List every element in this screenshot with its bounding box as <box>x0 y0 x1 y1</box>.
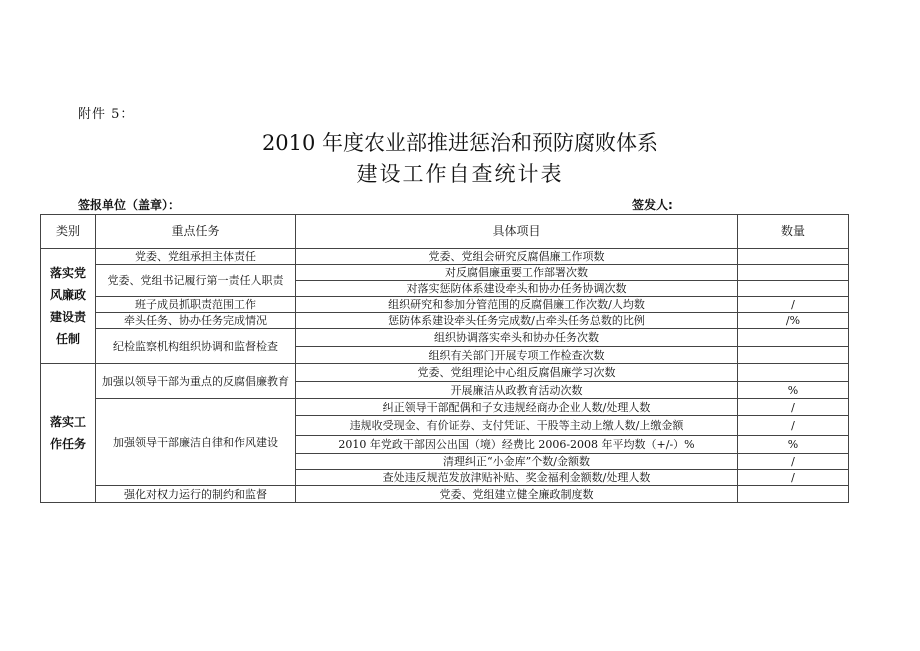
count-cell[interactable]: /% <box>738 313 849 329</box>
table-header-row <box>41 215 849 249</box>
item-cell: 党委、党组理论中心组反腐倡廉学习次数 <box>296 364 738 382</box>
task-cell: 党委、党组书记履行第一责任人职责 <box>96 265 296 297</box>
header-item: 具体项目 <box>296 215 738 249</box>
attachment-label: 附件 5： <box>78 107 135 122</box>
item-cell: 组织研究和参加分管范围的反腐倡廉工作次数/人均数 <box>296 297 738 313</box>
document-title-line1: 2010 年度农业部推进惩治和预防腐败体系 <box>261 131 659 155</box>
item-cell: 组织有关部门开展专项工作检查次数 <box>296 347 738 364</box>
document-title-line2: 建设工作自查统计表 <box>356 162 564 186</box>
task-cell: 牵头任务、协办任务完成情况 <box>96 313 296 329</box>
task-cell: 党委、党组承担主体责任 <box>96 249 296 265</box>
count-cell[interactable]: / <box>738 470 849 486</box>
count-cell[interactable] <box>738 347 849 364</box>
count-cell[interactable] <box>738 265 849 281</box>
item-cell: 组织协调落实牵头和协办任务次数 <box>296 329 738 347</box>
count-cell[interactable] <box>738 281 849 297</box>
task-cell: 加强以领导干部为重点的反腐倡廉教育 <box>96 364 296 399</box>
count-cell[interactable] <box>738 329 849 347</box>
count-cell[interactable]: / <box>738 297 849 313</box>
table-row <box>41 399 849 416</box>
count-cell[interactable]: / <box>738 399 849 416</box>
task-cell: 纪检监察机构组织协调和监督检查 <box>96 329 296 364</box>
table-row <box>41 297 849 313</box>
item-cell: 违规收受现金、有价证券、支付凭证、干股等主动上缴人数/上缴金额 <box>296 416 738 436</box>
header-count: 数量 <box>738 215 849 249</box>
task-cell: 加强领导干部廉洁自律和作风建设 <box>96 399 296 486</box>
count-cell[interactable] <box>738 249 849 265</box>
item-cell: 2010 年党政干部因公出国（境）经费比 2006-2008 年平均数（+/-）% <box>296 436 738 454</box>
count-cell[interactable]: / <box>738 416 849 436</box>
count-cell[interactable]: / <box>738 454 849 470</box>
item-cell: 党委、党组会研究反腐倡廉工作项数 <box>296 249 738 265</box>
item-cell: 对落实惩防体系建设牵头和协办任务协调次数 <box>296 281 738 297</box>
table-row <box>41 313 849 329</box>
item-cell: 开展廉洁从政教育活动次数 <box>296 382 738 399</box>
category-cell: 落实党风廉政建设责任制 <box>41 249 96 364</box>
header-category: 类别 <box>41 215 96 249</box>
item-cell: 纠正领导干部配偶和子女违规经商办企业人数/处理人数 <box>296 399 738 416</box>
task-cell: 强化对权力运行的制约和监督 <box>96 486 296 503</box>
table-row <box>41 265 849 281</box>
count-cell[interactable] <box>738 364 849 382</box>
item-cell: 对反腐倡廉重要工作部署次数 <box>296 265 738 281</box>
count-cell[interactable]: % <box>738 436 849 454</box>
count-cell[interactable]: % <box>738 382 849 399</box>
item-cell: 查处违反规范发放津贴补贴、奖金福利金额数/处理人数 <box>296 470 738 486</box>
count-cell[interactable] <box>738 486 849 503</box>
task-cell: 班子成员抓职责范围工作 <box>96 297 296 313</box>
category-cell: 落实工作任务 <box>41 364 96 503</box>
signer-label: 签发人: <box>632 198 673 212</box>
item-cell: 清理纠正“小金库”个数/金额数 <box>296 454 738 470</box>
table-row <box>41 486 849 503</box>
sign-unit-label: 签报单位（盖章）： <box>78 198 181 212</box>
statistics-table <box>40 214 849 503</box>
table-row <box>41 364 849 382</box>
table-row <box>41 249 849 265</box>
header-task: 重点任务 <box>96 215 296 249</box>
table-row <box>41 329 849 347</box>
item-cell: 党委、党组建立健全廉政制度数 <box>296 486 738 503</box>
item-cell: 惩防体系建设牵头任务完成数/占牵头任务总数的比例 <box>296 313 738 329</box>
